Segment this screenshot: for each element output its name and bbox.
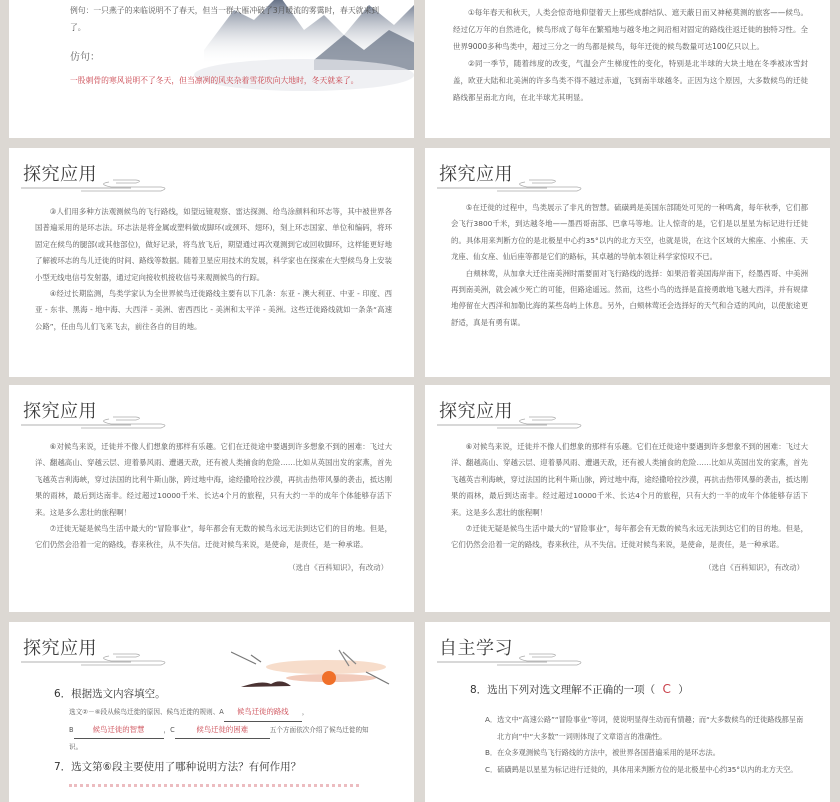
imitation-answer: 一股刺骨的寒风说明不了冬天，但当凛冽的风夹杂着雪花吹向大地时，冬天就来了。: [70, 76, 359, 85]
label-c: C: [170, 725, 175, 734]
cloud-underline-decoration: [21, 409, 171, 429]
passage-text: [35, 204, 392, 335]
passage-text: [451, 439, 808, 576]
passage-text: [453, 4, 808, 106]
answer-c[interactable]: 候鸟迁徙的困难: [175, 722, 270, 740]
question-8-text: 8．选出下列对选文理解不正确的一项（: [470, 684, 656, 696]
option-c[interactable]: C．硫磺鹀是以星星为标记进行迁徙的，具体用来判断方位的是北极星中心约35°以内的北方天空。: [485, 764, 798, 774]
section-title: 探究应用: [439, 164, 513, 185]
question-8: [470, 682, 689, 697]
section-title: 探究应用: [439, 401, 513, 422]
fill-prefix: 选文②－⑥段从候鸟迁徙的原因、候鸟迁徙的规则、A: [69, 708, 224, 716]
slide-explore-6-7: [9, 385, 414, 612]
paragraph-7: ⑦迁徙无疑是候鸟生活中最大的“冒险事业”，每年都会有无数的候鸟永远无法到达它们的目的地。但是，它们仍然会沿着一定的路线，春来秋往，从不失信。迁徙对候鸟来说，是使命，是责任，是一种承诺。: [451, 524, 808, 550]
cloud-underline-decoration: [437, 172, 587, 192]
passage-text: [35, 439, 392, 576]
slide-questions-6-7: [9, 622, 414, 802]
question-8-answer: C: [662, 682, 671, 696]
cloud-underline-decoration: [437, 646, 587, 666]
question-8-options: [485, 712, 805, 778]
passage-text: [451, 200, 808, 331]
slide-imitation: [9, 0, 414, 138]
slide-passage-intro: [425, 0, 830, 138]
cloud-underline-decoration: [21, 172, 171, 192]
question-8-close: ）: [678, 684, 689, 696]
question-7: 7．选文第⑥段主要使用了哪种说明方法？有何作用？: [54, 761, 302, 773]
answer-a[interactable]: 候鸟迁徙的路线: [224, 704, 302, 722]
paragraph-5b: 白颊林莺，从加拿大迁往南美洲时需要面对飞行路线的选择：如果沿着美国海岸南下，经墨西哥、中美洲再到南美洲，就会减少死亡的可能，但路途遥远。然而，这些小鸟的选择是直接勇敢地飞越大西洋，并有规律地停留在大西洋和加勒比海的某些岛屿上休息。另外，白颊林莺还会选择好的天气和合适的风向，以使旅途更舒适，真是有勇有谋。: [451, 268, 808, 327]
cloud-underline-decoration: [21, 646, 171, 666]
cloud-underline-decoration: [437, 409, 587, 429]
cranes-sunset-image: [231, 642, 396, 697]
example-sentence: 例句：一只燕子的来临说明不了春天，但当一群大雁冲破了3月暖流的雾霭时，春天就来到了。: [70, 6, 380, 32]
slide-explore-5: [425, 148, 830, 377]
imitation-label: 仿句：: [70, 52, 100, 63]
paragraph-6: ⑥对候鸟来说，迁徙并不像人们想象的那样有乐趣。它们在迁徙途中要遇到许多想象不到的困难：飞过大洋、翻越高山、穿越云层、迎着暴风雨、遭遇天敌，还有被人类捕食的危险……比如从英国出发的家燕，首先飞越英吉利海峡，穿过法国的比利牛斯山脉，跨过地中海，途经撒哈拉沙漠，再抗击热带风暴的袭击，抵达刚果的雨林，最后到达南非。经过超过10000千米、长达4个月的旅程，只有大约一半的成年个体能够存活下来。这是多么悲壮的旅程啊！: [35, 442, 392, 517]
option-b[interactable]: B．在众多观测候鸟飞行路线的方法中，被世界各国普遍采用的是环志法。: [485, 748, 720, 757]
slide-explore-3-4: [9, 148, 414, 377]
label-b: B: [69, 725, 74, 734]
source-citation: （选自《百科知识》，有改动）: [288, 562, 388, 572]
section-title: 探究应用: [23, 164, 97, 185]
section-title: 探究应用: [23, 638, 97, 659]
answer-b[interactable]: 候鸟迁徙的智慧: [74, 722, 164, 740]
question-6-fill: 选文②－⑥段从候鸟迁徙的原因、候鸟迁徙的规则、A 候鸟迁徙的路线 ， B 候鸟迁徙的智慧 ，C 候鸟迁徙的困难 五个方面依次介绍了候鸟迁徙的知识。: [69, 704, 369, 756]
paragraph-6: ⑥对候鸟来说，迁徙并不像人们想象的那样有乐趣。它们在迁徙途中要遇到许多想象不到的困难：飞过大洋、翻越高山、穿越云层、迎着暴风雨、遭遇天敌，还有被人类捕食的危险……比如从英国出发的家燕，首先飞越英吉利海峡，穿过法国的比利牛斯山脉，跨过地中海，途经撒哈拉沙漠，再抗击热带风暴的袭击，抵达刚果的雨林，最后到达南非。经过超过10000千米、长达4个月的旅程，只有大约一半的成年个体能够存活下来。这是多么悲壮的旅程啊！: [451, 442, 808, 517]
slide-self-study: [425, 622, 830, 802]
paragraph-4: ④经过长期监测，鸟类学家认为全世界候鸟迁徙路线主要有以下几条：东亚 - 澳大利亚、中亚 - 印度、西亚 - 东非、黑海 - 地中海、大西洋 - 美洲、密西西比 - 美洲和太平洋 - 美洲。这些迁徙路线就如一条条“高速公路”，任由鸟儿们飞来飞去，前往各自的目的地。: [35, 289, 392, 331]
paragraph-1: ①每年春天和秋天，人类会惊奇地仰望着天上那些成群结队、遮天蔽日而又神秘莫测的旅客——候鸟。经过亿万年的自然进化，候鸟形成了每年在繁殖地与越冬地之间沿相对固定的路线往返迁徙的独特习性。全世界9000多种鸟类中，超过三分之一的鸟都是候鸟，每年迁徙的候鸟数量可达100亿只以上。: [453, 8, 808, 51]
paragraph-5: ⑤在迁徙的过程中，鸟类展示了非凡的智慧。硫磺鹀是美国东部随处可见的一种鸣禽，每年秋季，它们都会飞行3800千米，到达越冬地——墨西哥南部、巴拿马等地。让人惊奇的是，它们是以星星为标记进行迁徙的。具体用来判断方位的是北极星中心约35°以内的北方天空，也就是说，在这个区域的大熊座、小熊座、天龙座、仙女座、仙后座等都是它们的路标，其卓越的导航本领让科学家惊叹不已。: [451, 203, 808, 262]
question-6: 6．根据选文内容填空。: [54, 688, 166, 700]
section-title: 自主学习: [439, 638, 513, 659]
fill-suffix: 五个方面依次介绍了候鸟迁徙的知识。: [69, 725, 369, 751]
paragraph-7: ⑦迁徙无疑是候鸟生活中最大的“冒险事业”，每年都会有无数的候鸟永远无法到达它们的目的地。但是，它们仍然会沿着一定的路线，春来秋往，从不失信。迁徙对候鸟来说，是使命，是责任，是一种承诺。: [35, 524, 392, 550]
paragraph-2: ②同一季节，随着纬度的改变，气温会产生梯度性的变化，特别是北半球的大块土地在冬季被冰雪封盖，欧亚大陆和北美洲的许多鸟类不得不越过赤道，飞到南半球越冬。正因为这个原因，大多数候鸟的迁徙路线都呈南北方向，在北半球尤其明显。: [453, 59, 808, 102]
section-title: 探究应用: [23, 401, 97, 422]
source-citation: （选自《百科知识》，有改动）: [704, 562, 804, 572]
paragraph-3: ③人们用多种方法观测候鸟的飞行路线，如望远镜观察、雷达探测、给鸟涂颜料和环志等，其中被世界各国普遍采用的是环志法。环志法是将金属或塑料做成脚环(或颈环、翅环)，刻上环志国家、单位和编码，将环固定在候鸟的腿部(或其他部位)，做好记录，将鸟放飞后，期望通过再次观测到它或回收脚环，这样能更好地了解被环志的鸟儿迁徙的时间、路线等数据。随着卫星应用技术的发展，科学家也在探索在大型候鸟身上安装小型无线电信号发射器，通过定向接收机接收信号来观测候鸟的行踪。: [35, 207, 392, 282]
slide-explore-6-7-copy: [425, 385, 830, 612]
option-a[interactable]: A．选文中“高速公路”“冒险事业”等词，使说明显得生动而有情趣；而“大多数候鸟的迁徙路线都呈南北方向”中“大多数”一词则体现了文章语言的准确性。: [485, 715, 804, 741]
